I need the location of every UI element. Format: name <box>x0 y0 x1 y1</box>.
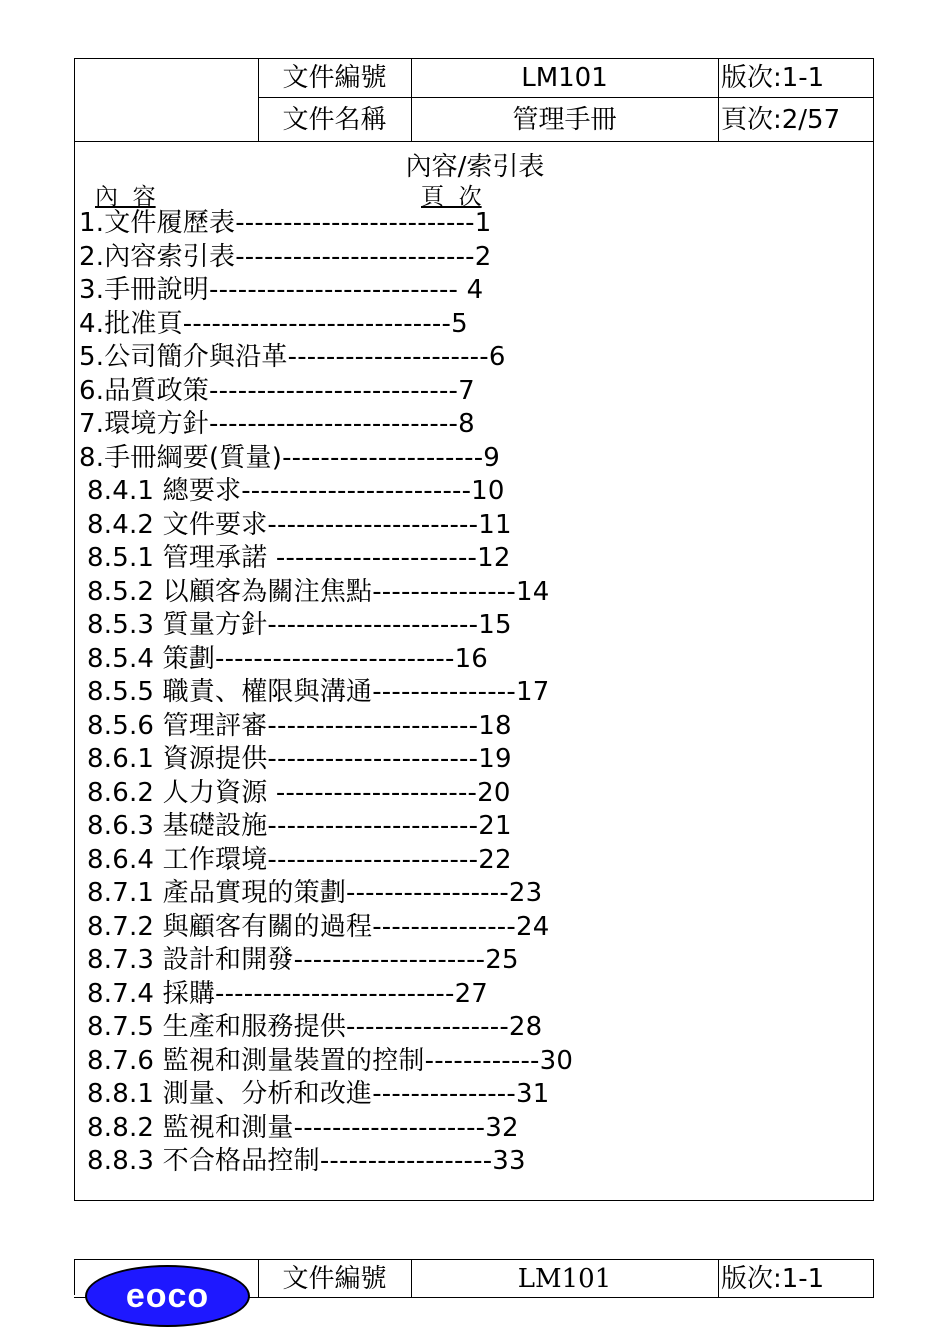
toc-entry: 8.8.2 監視和測量--------------------32 <box>87 1112 519 1143</box>
header-divider <box>718 58 719 142</box>
toc-entry: 8.5.4 策劃-------------------------16 <box>87 643 489 674</box>
column-header-page: 頁 次 <box>421 184 482 210</box>
toc-entry: 8.8.3 不合格品控制------------------33 <box>87 1146 526 1176</box>
toc-entry: 5.公司簡介與沿革---------------------6 <box>79 342 506 372</box>
page-number: 頁次:2/57 <box>721 104 841 135</box>
footer-version-label: 版次:1-1 <box>721 1263 825 1294</box>
company-logo <box>85 1265 250 1327</box>
version-label: 版次:1-1 <box>721 62 825 93</box>
toc-entry: 8.5.5 職責、權限與溝通---------------17 <box>87 677 550 707</box>
toc-entry: 8.5.2 以顧客為關注焦點---------------14 <box>87 576 550 607</box>
footer-doc-number-label: 文件編號 <box>282 1263 387 1294</box>
toc-entry: 8.5.1 管理承諾 ---------------------12 <box>87 543 511 573</box>
toc-entry: 8.7.3 設計和開發--------------------25 <box>87 945 519 975</box>
toc-entry: 8.7.2 與顧客有關的過程---------------24 <box>87 911 550 942</box>
toc-entry: 8.5.6 管理評審----------------------18 <box>87 710 512 741</box>
toc-entry: 8.4.1 總要求------------------------10 <box>87 476 505 506</box>
toc-entry: 1.文件履歷表-------------------------1 <box>79 208 492 238</box>
toc-entry: 8.4.2 文件要求----------------------11 <box>87 509 512 540</box>
toc-entry: 8.5.3 質量方針----------------------15 <box>87 610 512 640</box>
toc-entry: 3.手冊說明-------------------------- 4 <box>79 275 484 305</box>
toc-entry: 8.7.6 監視和測量裝置的控制------------30 <box>87 1045 574 1076</box>
toc-entry: 8.7.5 生產和服務提供-----------------28 <box>87 1012 543 1042</box>
toc-entry: 8.7.1 產品實現的策劃-----------------23 <box>87 878 543 908</box>
column-header-content: 內 容 <box>95 184 156 210</box>
doc-number-value: LM101 <box>521 62 608 93</box>
toc-title: 內容/索引表 <box>405 152 545 182</box>
toc-entry: 8.6.2 人力資源 ---------------------20 <box>87 777 511 808</box>
toc-entry: 4.批准頁----------------------------5 <box>79 308 468 339</box>
footer-left-edge <box>74 1259 75 1295</box>
doc-name-value: 管理手冊 <box>512 104 617 135</box>
doc-name-label: 文件名稱 <box>282 104 387 135</box>
toc-box <box>74 141 874 1201</box>
footer-divider <box>718 1259 719 1298</box>
toc-entry: 8.6.4 工作環境----------------------22 <box>87 844 512 875</box>
toc-entry: 6.品質政策--------------------------7 <box>79 375 475 406</box>
toc-entry: 8.手冊綱要(質量)---------------------9 <box>79 442 501 473</box>
toc-entry: 8.6.3 基礎設施----------------------21 <box>87 811 512 841</box>
logo-text: eoco <box>125 1276 210 1315</box>
footer-doc-number-value: LM101 <box>517 1263 612 1294</box>
toc-entry: 7.環境方針--------------------------8 <box>79 409 475 439</box>
toc-entry: 8.8.1 測量、分析和改進---------------31 <box>87 1079 550 1109</box>
toc-entry: 2.內容索引表-------------------------2 <box>79 241 492 272</box>
toc-entry: 8.6.1 資源提供----------------------19 <box>87 744 512 774</box>
toc-entry: 8.7.4 採購-------------------------27 <box>87 978 489 1009</box>
doc-number-label: 文件編號 <box>282 62 387 93</box>
